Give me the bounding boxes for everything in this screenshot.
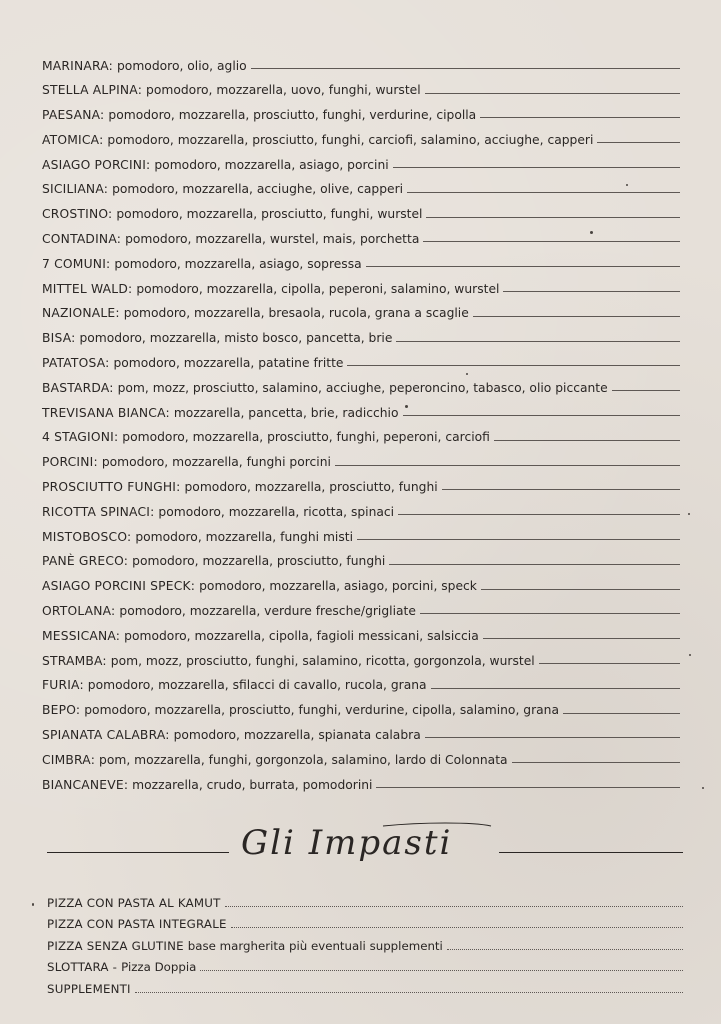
price-leader-line <box>494 440 680 441</box>
paper-speck <box>405 405 408 408</box>
pizza-item <box>42 121 680 146</box>
pizza-item-description: pom, mozzarella, funghi, gorgonzola, salamino, lardo di Colonnata <box>99 752 508 767</box>
divider-line-left <box>47 852 229 853</box>
impasto-item-name: SUPPLEMENTI <box>47 981 131 996</box>
pizza-item-description: pomodoro, olio, aglio <box>117 58 247 73</box>
pizza-item <box>42 493 680 518</box>
pizza-item <box>42 394 680 419</box>
pizza-item <box>42 692 680 717</box>
pizza-item-description: mozzarella, crudo, burrata, pomodorini <box>132 777 373 792</box>
pizza-item-description: mozzarella, pancetta, brie, radicchio <box>173 405 399 420</box>
impasto-item-name: PIZZA CON PASTA INTEGRALE <box>47 917 227 932</box>
impasti-list <box>47 888 683 996</box>
pizza-item-name: CONTADINA: <box>42 232 122 247</box>
pizza-item-name: PORCINI: <box>42 455 98 470</box>
pizza-item-description: pomodoro, mozzarella, prosciutto, funghi <box>132 554 386 569</box>
price-leader-line <box>597 142 680 143</box>
price-leader-line <box>347 365 680 366</box>
pizza-item <box>42 97 680 122</box>
price-leader-line <box>612 390 680 391</box>
pizza-item-name: FURIA: <box>42 678 84 693</box>
paper-speck <box>466 373 468 375</box>
pizza-item <box>42 593 680 618</box>
pizza-item-name: RICOTTA SPINACI: <box>42 504 155 519</box>
pizza-item-description: pomodoro, mozzarella, cipolla, fagioli messicani, salsiccia <box>124 628 479 643</box>
pizza-item-description: pomodoro, mozzarella, verdure fresche/grigliate <box>119 604 416 619</box>
pizza-item-name: MITTEL WALD: <box>42 281 133 296</box>
pizza-item-name: STRAMBA: <box>42 653 107 668</box>
pizza-item-description: pomodoro, mozzarella, asiago, sopressa <box>114 256 362 271</box>
price-leader-line <box>539 663 680 664</box>
pizza-item-description: pomodoro, mozzarella, asiago, porcini <box>154 157 389 172</box>
pizza-item-name: TREVISANA BIANCA: <box>42 405 170 420</box>
pizza-item-description: pomodoro, mozzarella, sfilacci di cavallo, rucola, grana <box>87 678 427 693</box>
pizza-item-name: SPIANATA CALABRA: <box>42 728 170 743</box>
impasto-item-name: PIZZA CON PASTA AL KAMUT <box>47 895 221 910</box>
pizza-item <box>42 369 680 394</box>
price-leader-line <box>251 68 680 69</box>
pizza-item-name: PANÈ GRECO: <box>42 554 129 569</box>
pizza-item <box>42 419 680 444</box>
pizza-item <box>42 469 680 494</box>
pizza-item <box>42 717 680 742</box>
paper-speck <box>590 231 593 234</box>
pizza-item-name: ORTOLANA: <box>42 604 116 619</box>
paper-speck <box>32 903 34 906</box>
pizza-item <box>42 543 680 568</box>
price-leader-line <box>407 192 680 193</box>
pizza-item-name: ASIAGO PORCINI SPECK: <box>42 579 196 594</box>
pizza-item-name: PATATOSA: <box>42 356 110 371</box>
pizza-item-name: MARINARA: <box>42 58 113 73</box>
pizza-item-name: ASIAGO PORCINI: <box>42 157 151 172</box>
pizza-item <box>42 72 680 97</box>
pizza-item <box>42 617 680 642</box>
price-leader-line <box>447 949 683 950</box>
pizza-item <box>42 146 680 171</box>
pizza-item <box>42 518 680 543</box>
pizza-item-description: pomodoro, mozzarella, wurstel, mais, porchetta <box>125 232 420 247</box>
price-leader-line <box>420 613 680 614</box>
pizza-item <box>42 444 680 469</box>
price-leader-line <box>225 906 683 907</box>
price-leader-line <box>357 539 680 540</box>
price-leader-line <box>425 93 680 94</box>
section-title: Gli Impasti <box>241 823 453 863</box>
pizza-item-description: pomodoro, mozzarella, asiago, porcini, speck <box>199 579 477 594</box>
pizza-item <box>42 295 680 320</box>
section-divider <box>47 812 683 874</box>
price-leader-line <box>426 217 680 218</box>
pizza-item <box>42 245 680 270</box>
pizza-item-description: pomodoro, mozzarella, misto bosco, pancetta, brie <box>79 331 393 346</box>
pizza-item-name: PROSCIUTTO FUNGHI: <box>42 480 181 495</box>
pizza-item-name: CROSTINO: <box>42 207 113 222</box>
pizza-item-description: pomodoro, mozzarella, bresaola, rucola, grana a scaglie <box>123 306 469 321</box>
pizza-item-name: BEPO: <box>42 703 81 718</box>
pizza-item-name: CIMBRA: <box>42 752 96 767</box>
pizza-item-description: pomodoro, mozzarella, spianata calabra <box>173 728 421 743</box>
price-leader-line <box>403 415 681 416</box>
pizza-list <box>42 47 680 791</box>
pizza-item-description: pomodoro, mozzarella, prosciutto, funghi, carciofi, salamino, acciughe, capperi <box>107 132 594 147</box>
pizza-item-name: 4 STAGIONI: <box>42 430 119 445</box>
impasto-item <box>47 931 683 953</box>
pizza-item-description: pomodoro, mozzarella, ricotta, spinaci <box>158 504 395 519</box>
impasto-item <box>47 953 683 975</box>
pizza-item-name: MISTOBOSCO: <box>42 529 132 544</box>
pizza-item <box>42 221 680 246</box>
pizza-item <box>42 196 680 221</box>
price-leader-line <box>135 992 683 993</box>
price-leader-line <box>442 489 680 490</box>
price-leader-line <box>425 737 680 738</box>
pizza-item <box>42 766 680 791</box>
pizza-item-name: BASTARDA: <box>42 380 114 395</box>
pizza-item-name: SICILIANA: <box>42 182 109 197</box>
price-leader-line <box>480 117 680 118</box>
paper-speck <box>626 184 628 186</box>
pizza-item-description: pomodoro, mozzarella, acciughe, olive, capperi <box>112 182 404 197</box>
price-leader-line <box>231 927 683 928</box>
pizza-item-name: MESSICANA: <box>42 628 121 643</box>
divider-line-right <box>499 852 683 853</box>
pizza-item-name: STELLA ALPINA: <box>42 83 143 98</box>
price-leader-line <box>473 316 680 317</box>
price-leader-line <box>398 514 680 515</box>
pizza-item <box>42 568 680 593</box>
price-leader-line <box>366 266 680 267</box>
price-leader-line <box>389 564 680 565</box>
paper-speck <box>688 513 690 515</box>
price-leader-line <box>376 787 680 788</box>
paper-speck <box>689 654 691 656</box>
price-leader-line <box>483 638 680 639</box>
pizza-item <box>42 320 680 345</box>
pizza-item <box>42 667 680 692</box>
pizza-item-name: NAZIONALE: <box>42 306 120 321</box>
price-leader-line <box>563 713 680 714</box>
pizza-item <box>42 345 680 370</box>
pizza-item-description: pomodoro, mozzarella, prosciutto, funghi, verdurine, cipolla <box>108 108 477 123</box>
price-leader-line <box>423 241 680 242</box>
price-leader-line <box>431 688 680 689</box>
pizza-item-description: pom, mozz, prosciutto, salamino, acciughe, peperoncino, tabasco, olio piccante <box>117 380 608 395</box>
impasto-item-description: Pizza Doppia <box>121 960 197 975</box>
pizza-item-description: pomodoro, mozzarella, patatine fritte <box>113 356 344 371</box>
pizza-item-description: pomodoro, mozzarella, prosciutto, funghi, verdurine, cipolla, salamino, grana <box>84 703 560 718</box>
pizza-item <box>42 270 680 295</box>
price-leader-line <box>503 291 680 292</box>
impasto-item <box>47 974 683 996</box>
pizza-item-description: pomodoro, mozzarella, prosciutto, funghi, wurstel <box>116 207 423 222</box>
paper-speck <box>702 787 704 789</box>
pizza-item-description: pomodoro, mozzarella, uovo, funghi, wurstel <box>146 83 421 98</box>
pizza-item-name: PAESANA: <box>42 108 105 123</box>
impasto-item <box>47 910 683 932</box>
price-leader-line <box>512 762 680 763</box>
pizza-item-description: pomodoro, mozzarella, prosciutto, funghi, peperoni, carciofi <box>122 430 490 445</box>
price-leader-line <box>200 970 683 971</box>
pizza-item <box>42 171 680 196</box>
price-leader-line <box>393 167 680 168</box>
pizza-item <box>42 47 680 72</box>
pizza-item-description: pom, mozz, prosciutto, funghi, salamino, ricotta, gorgonzola, wurstel <box>110 653 535 668</box>
section-title-script <box>233 812 493 874</box>
impasto-item-name: SLOTTARA - <box>47 960 118 975</box>
impasto-item-name: PIZZA SENZA GLUTINE <box>47 938 184 953</box>
pizza-item-name: ATOMICA: <box>42 132 104 147</box>
price-leader-line <box>481 589 680 590</box>
pizza-item-description: pomodoro, mozzarella, funghi misti <box>135 529 353 544</box>
impasto-item <box>47 888 683 910</box>
impasto-item-description: base margherita più eventuali supplementi <box>187 938 443 953</box>
pizza-item <box>42 642 680 667</box>
pizza-item-description: pomodoro, mozzarella, prosciutto, funghi <box>184 480 438 495</box>
pizza-item-name: 7 COMUNI: <box>42 256 111 271</box>
pizza-item <box>42 741 680 766</box>
pizza-item-name: BIANCANEVE: <box>42 777 129 792</box>
price-leader-line <box>335 465 680 466</box>
price-leader-line <box>396 341 680 342</box>
pizza-item-description: pomodoro, mozzarella, cipolla, peperoni, salamino, wurstel <box>136 281 500 296</box>
pizza-item-description: pomodoro, mozzarella, funghi porcini <box>101 455 331 470</box>
pizza-item-name: BISA: <box>42 331 76 346</box>
